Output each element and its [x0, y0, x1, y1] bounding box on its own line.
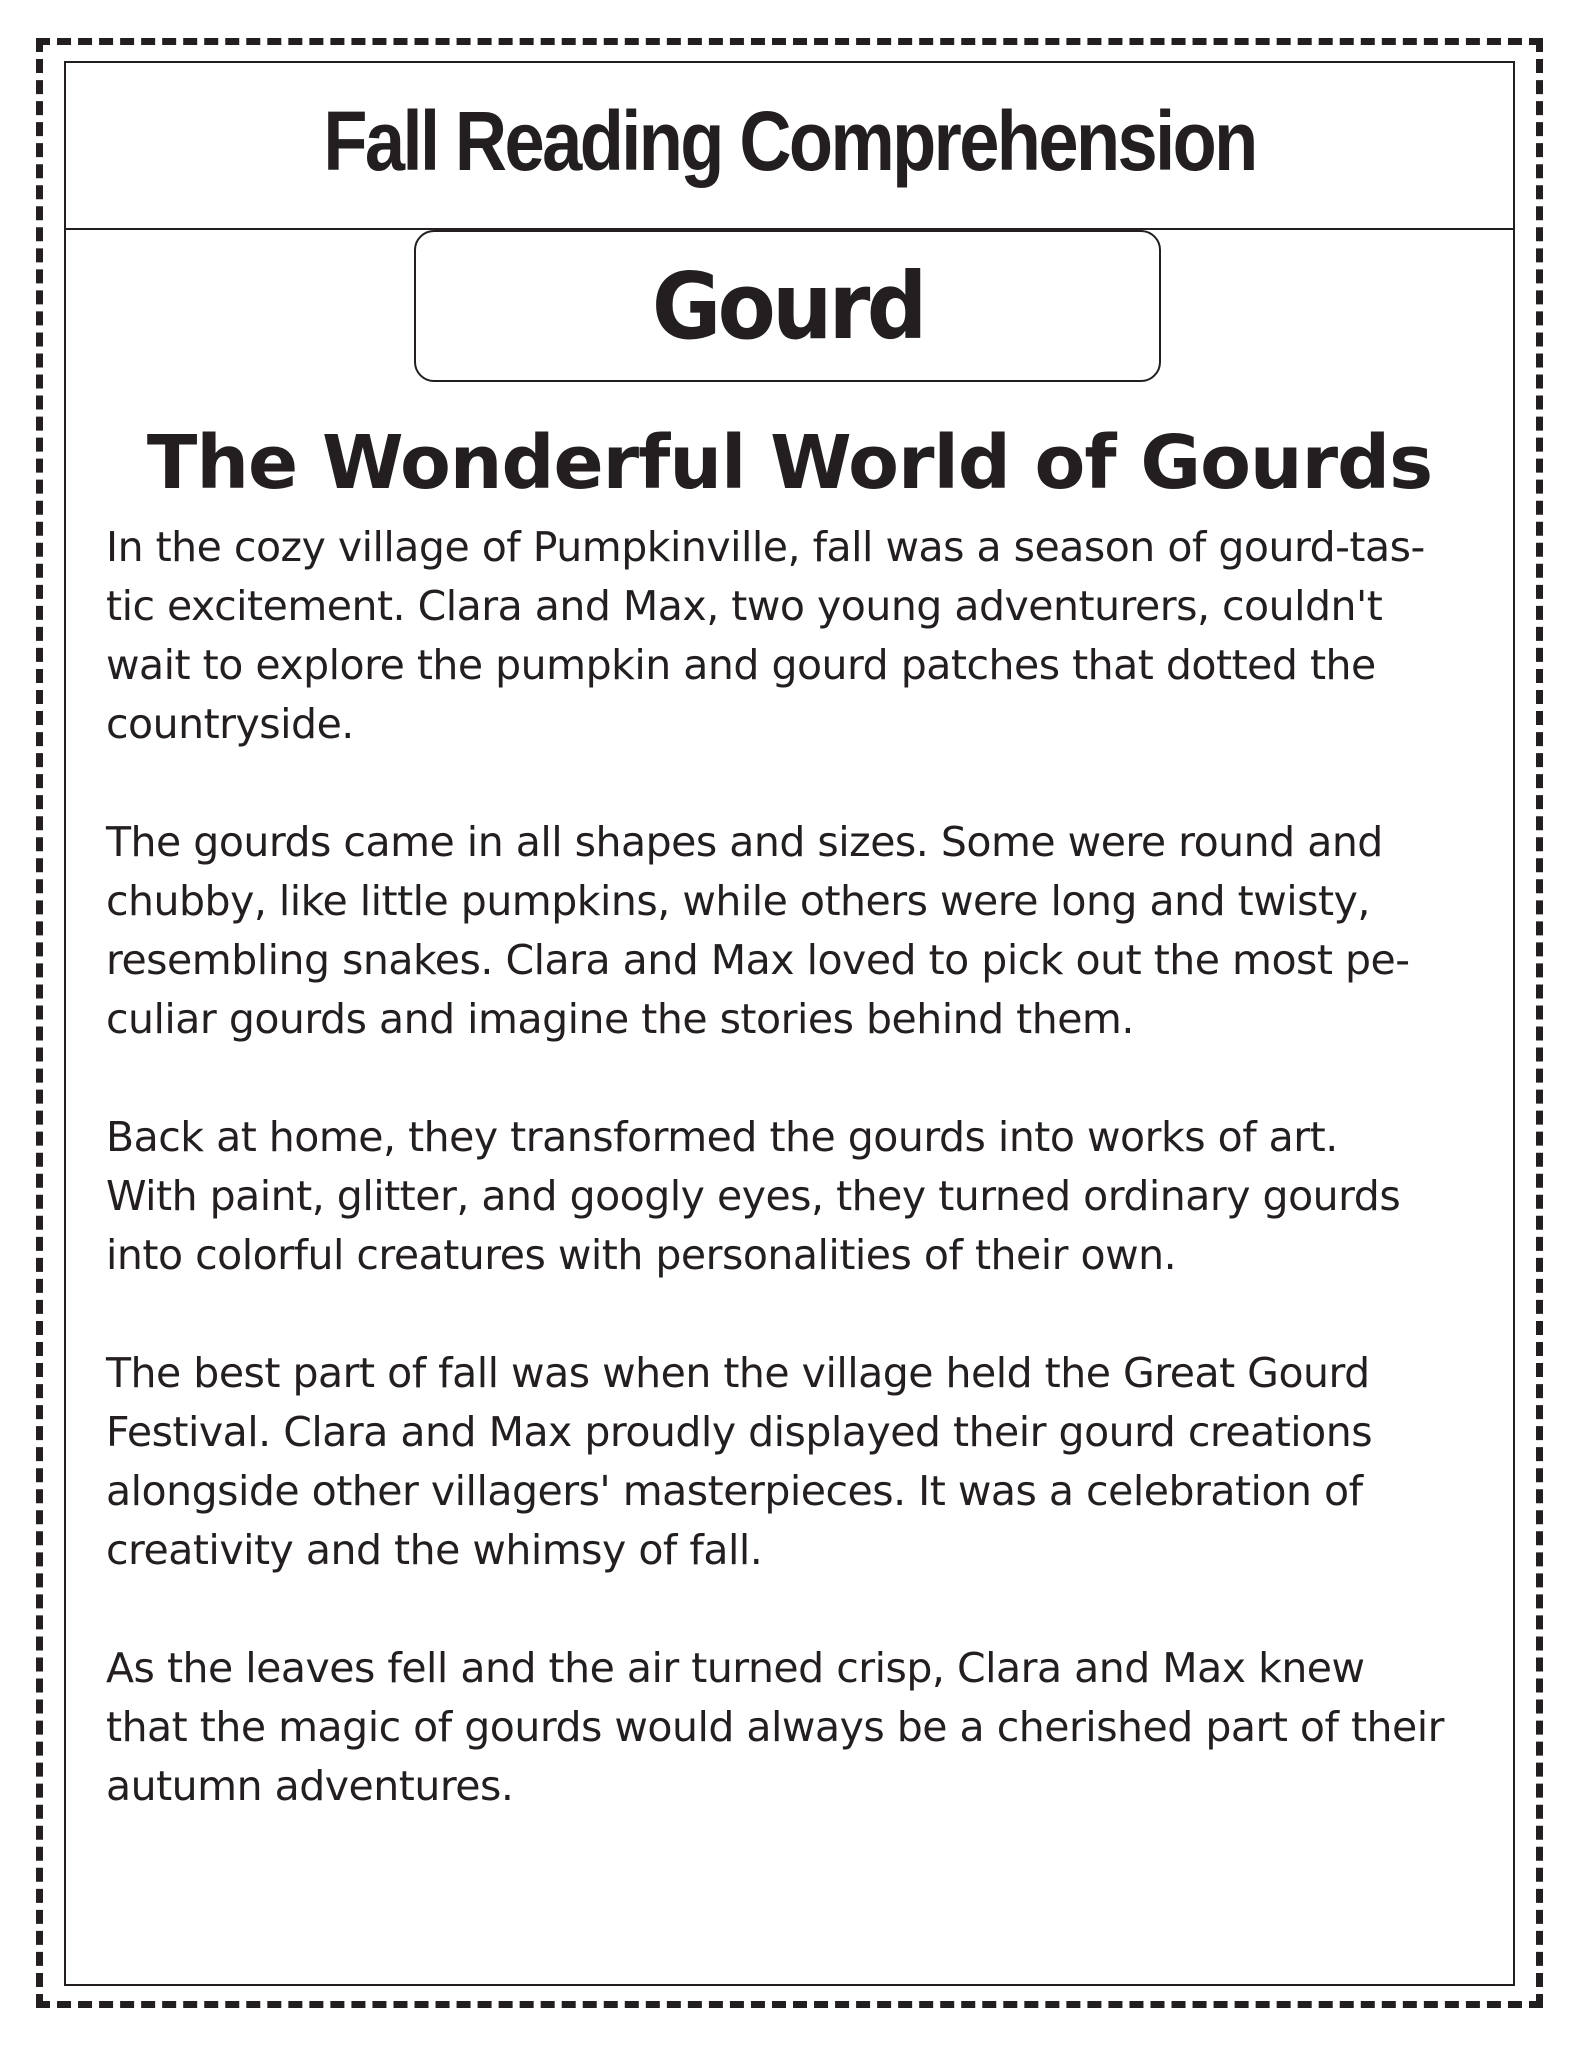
story-paragraph-4: The best part of fall was when the village held the Great Gourd Festival. Clara and Max proudly displayed their gourd creations alongside other villagers' masterpieces. It was a celebration of creativity and the whimsy of fall. — [106, 1349, 1373, 1574]
story-paragraph-2: The gourds came in all shapes and sizes. Some were round and chubby, like little pumpkins, while others were long and twisty, resembling snakes. Clara and Max loved to pick out the most pe- culiar gourds and imagine the stories behind them. — [106, 818, 1410, 1043]
story-paragraph-3: Back at home, they transformed the gourds into works of art. With paint, glitter, and googly eyes, they turned ordinary gourds into colorful creatures with personalities of their own. — [106, 1113, 1401, 1279]
topic-label-box — [414, 230, 1161, 382]
story-body — [106, 518, 1506, 1816]
topic-label: Gourd — [651, 252, 924, 360]
story-title: The Wonderful World of Gourds — [146, 420, 1433, 506]
story-paragraph-1: In the cozy village of Pumpkinville, fall was a season of gourd-tas- tic excitement. Clara and Max, two young adventurers, couldn't wait to explore the pumpkin and gourd patches that dotted the countryside. — [106, 523, 1425, 748]
worksheet-title: Fall Reading Comprehension — [323, 94, 1256, 188]
worksheet-frame — [64, 61, 1515, 1986]
story-paragraph-5: As the leaves fell and the air turned crisp, Clara and Max knew that the magic of gourds would always be a cherished part of their autumn adventures. — [106, 1644, 1445, 1810]
